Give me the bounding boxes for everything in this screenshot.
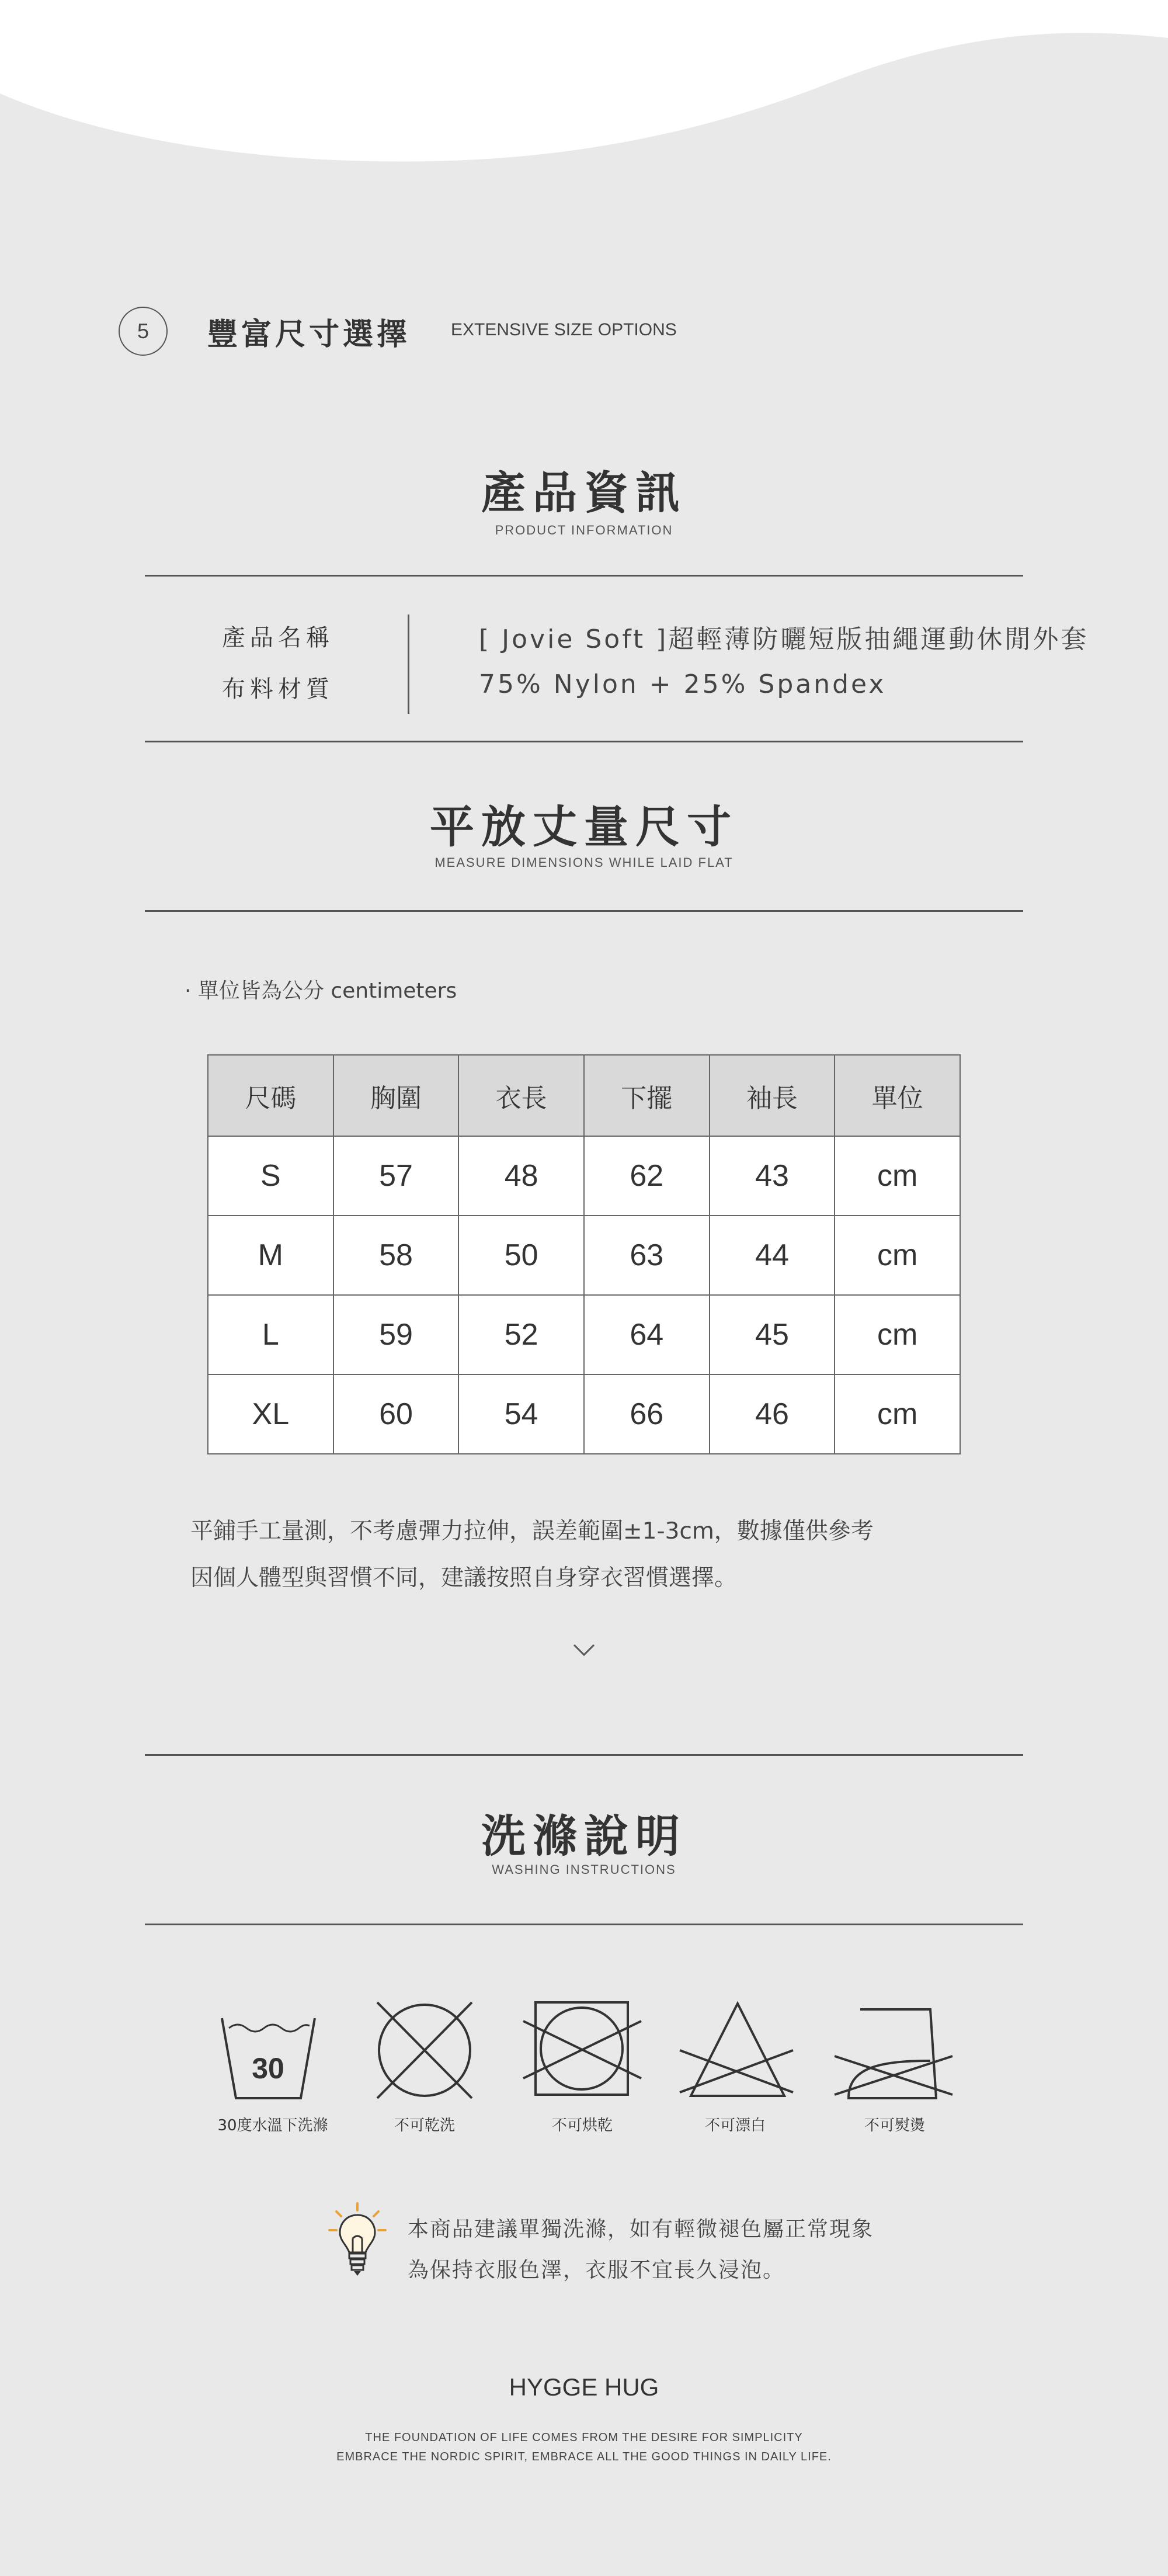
table-cell: 63 — [584, 1216, 710, 1295]
table-cell: cm — [835, 1136, 960, 1216]
header-chest: 胸圍 — [333, 1055, 459, 1136]
brand-name: HYGGE HUG — [509, 2373, 659, 2401]
table-row — [208, 1295, 960, 1374]
washing-heading-en: WASHING INSTRUCTIONS — [492, 1862, 676, 1877]
footer-slogan-2: EMBRACE THE NORDIC SPIRIT, EMBRACE ALL THE GOOD THINGS IN DAILY LIFE. — [336, 2450, 832, 2463]
table-cell: 44 — [710, 1216, 835, 1295]
table-cell: cm — [835, 1374, 960, 1454]
header-hem: 下擺 — [584, 1055, 710, 1136]
header-sleeve: 袖長 — [710, 1055, 835, 1136]
divider — [145, 910, 1023, 912]
product-name-value: [ Jovie Soft ]超輕薄防曬短版抽繩運動休閒外套 — [479, 624, 1089, 654]
divider — [145, 575, 1023, 577]
table-cell: 43 — [710, 1136, 835, 1216]
measurement-remark: 平鋪手工量測，不考慮彈力拉伸，誤差範圍±1-3cm，數據僅供參考 — [190, 1518, 874, 1544]
unit-note: · 單位皆為公分 centimeters — [185, 979, 457, 1003]
product-name-label: 產品名稱 — [222, 624, 334, 651]
no-iron-icon — [832, 1998, 955, 2103]
table-cell: cm — [835, 1295, 960, 1374]
divider — [145, 1754, 1023, 1756]
header-length: 衣長 — [458, 1055, 584, 1136]
no-bleach-icon — [676, 1998, 799, 2103]
washing-heading: 洗滌說明 — [481, 1810, 687, 1862]
no-bleach-label: 不可漂白 — [704, 2117, 766, 2134]
no-dry-clean-label: 不可乾洗 — [394, 2117, 455, 2134]
table-cell: 46 — [710, 1374, 835, 1454]
table-cell: 59 — [333, 1295, 459, 1374]
table-cell: 54 — [458, 1374, 584, 1454]
table-cell: M — [208, 1216, 333, 1295]
table-cell: 64 — [584, 1295, 710, 1374]
divider — [145, 1924, 1023, 1925]
table-cell: 60 — [333, 1374, 459, 1454]
header-unit: 單位 — [835, 1055, 960, 1136]
table-cell: 57 — [333, 1136, 459, 1216]
size-table — [207, 1054, 961, 1454]
product-info-heading: 產品資訊 — [481, 467, 687, 519]
wash-30-label: 30度水溫下洗滌 — [217, 2117, 328, 2134]
table-header-row — [208, 1055, 960, 1136]
no-tumble-dry-icon — [521, 1998, 644, 2103]
material-label: 布料材質 — [222, 676, 334, 703]
table-row — [208, 1136, 960, 1216]
fit-remark: 因個人體型與習慣不同，建議按照自身穿衣習慣選擇。 — [190, 1565, 738, 1591]
footer-slogan-1: THE FOUNDATION OF LIFE COMES FROM THE DESIRE FOR SIMPLICITY — [365, 2431, 803, 2444]
table-cell: 52 — [458, 1295, 584, 1374]
table-cell: L — [208, 1295, 333, 1374]
table-cell: 48 — [458, 1136, 584, 1216]
table-cell: S — [208, 1136, 333, 1216]
table-cell: 62 — [584, 1136, 710, 1216]
measure-heading-en: MEASURE DIMENSIONS WHILE LAID FLAT — [434, 855, 734, 870]
lightbulb-icon — [328, 2202, 387, 2278]
wash-tip-2: 為保持衣服色澤，衣服不宜長久浸泡。 — [408, 2258, 785, 2282]
divider — [145, 741, 1023, 742]
table-cell: 45 — [710, 1295, 835, 1374]
no-iron-label: 不可熨燙 — [864, 2117, 925, 2134]
product-info-heading-en: PRODUCT INFORMATION — [495, 523, 673, 537]
material-value: 75% Nylon + 25% Spandex — [479, 669, 887, 699]
no-dry-clean-icon — [374, 1998, 476, 2103]
table-cell: cm — [835, 1216, 960, 1295]
section-subtitle: EXTENSIVE SIZE OPTIONS — [451, 320, 677, 339]
wash-temperature: 30 — [252, 2052, 284, 2085]
section-number-badge: 5 — [119, 307, 168, 356]
table-row — [208, 1374, 960, 1454]
measure-heading: 平放丈量尺寸 — [430, 801, 738, 853]
table-cell: 66 — [584, 1374, 710, 1454]
table-row — [208, 1216, 960, 1295]
table-cell: 50 — [458, 1216, 584, 1295]
header-size: 尺碼 — [208, 1055, 333, 1136]
chevron-down-icon — [573, 1643, 595, 1657]
section-title: 豐富尺寸選擇 — [207, 317, 411, 352]
table-cell: 58 — [333, 1216, 459, 1295]
info-divider — [408, 615, 409, 714]
table-cell: XL — [208, 1374, 333, 1454]
top-wave-decoration — [0, 0, 1168, 169]
no-tumble-dry-label: 不可烘乾 — [551, 2117, 613, 2134]
wash-30-icon — [217, 1998, 319, 2103]
wash-tip-1: 本商品建議單獨洗滌，如有輕微褪色屬正常現象 — [408, 2217, 874, 2241]
